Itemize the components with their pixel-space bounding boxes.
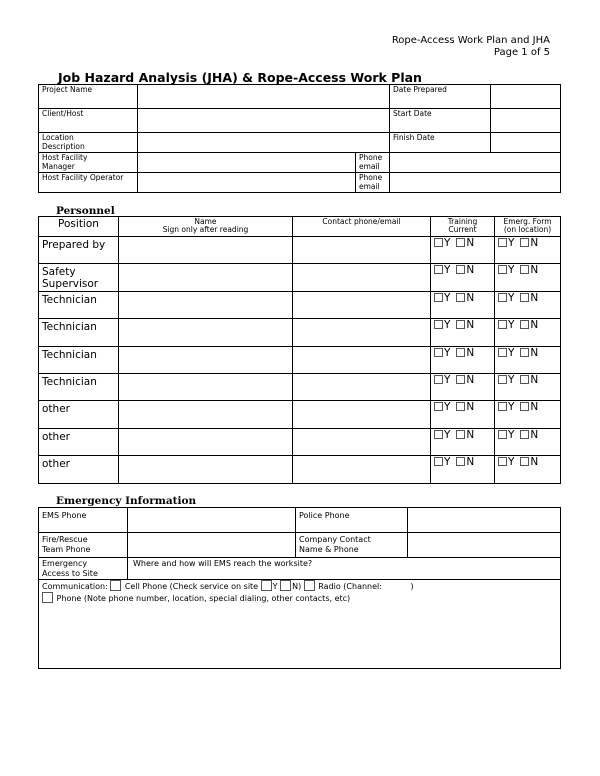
- no-label: N: [530, 264, 539, 277]
- start-date-field[interactable]: [491, 109, 561, 133]
- contact-field[interactable]: [293, 401, 431, 428]
- personnel-row: [39, 237, 561, 264]
- ems-phone-label: EMS Phone: [39, 508, 128, 533]
- cell-service-yes-checkbox[interactable]: [261, 580, 272, 591]
- training-current-cell: [431, 264, 495, 291]
- radio-close-paren: ): [410, 582, 414, 591]
- training-current-cell: [431, 401, 495, 428]
- training-yes-checkbox[interactable]: [434, 430, 443, 439]
- yes-label: Y: [444, 456, 451, 469]
- training-yes-checkbox[interactable]: [434, 348, 443, 357]
- date-prepared-label: Date Prepared: [390, 85, 491, 109]
- yes-label: Y: [508, 264, 515, 277]
- communication-line-2: [42, 592, 557, 604]
- phone-checkbox[interactable]: [42, 592, 53, 603]
- emerg-form-cell: [495, 401, 561, 428]
- ems-phone-field[interactable]: [128, 508, 296, 533]
- name-signature-field[interactable]: [119, 291, 293, 318]
- document-header-title: Rope-Access Work Plan and JHA: [391, 35, 550, 46]
- position-cell: [39, 264, 119, 291]
- location-label: Location: [42, 133, 74, 142]
- emerg-form-cell: [495, 456, 561, 483]
- company-contact-label-cell: [296, 533, 408, 558]
- personnel-row: [39, 456, 561, 483]
- position-cell: [39, 319, 119, 346]
- emergency-info-table: [38, 507, 561, 669]
- yes-label: Y: [444, 428, 451, 441]
- no-label: N: [466, 373, 475, 386]
- emerg-form-no-checkbox[interactable]: [520, 430, 529, 439]
- fire-rescue-field[interactable]: [128, 533, 296, 558]
- contact-field[interactable]: [293, 264, 431, 291]
- personnel-section-title: Personnel: [56, 205, 115, 217]
- email-label: email: [359, 182, 380, 191]
- emerg-form-header-label: Emerg. Form: [503, 217, 552, 226]
- position-label: Technician: [42, 293, 97, 306]
- cell-service-no-checkbox[interactable]: [280, 580, 291, 591]
- training-yes-checkbox[interactable]: [434, 402, 443, 411]
- no-label: N: [530, 237, 539, 249]
- emergency-access-label-cell: [39, 558, 128, 580]
- training-no-checkbox[interactable]: [456, 293, 465, 302]
- yes-label: Y: [444, 319, 451, 332]
- position-cell: [39, 291, 119, 318]
- no-label: N: [530, 401, 539, 414]
- manager-phone-email-field[interactable]: [390, 153, 561, 173]
- yes-label: Y: [444, 346, 451, 359]
- communication-line-1: [42, 580, 557, 592]
- emerg-form-yes-checkbox[interactable]: [498, 430, 507, 439]
- position-cell: [39, 346, 119, 373]
- yes-label: Y: [508, 428, 515, 441]
- finish-date-field[interactable]: [491, 133, 561, 153]
- training-current-cell: [431, 428, 495, 455]
- emerg-form-cell: [495, 237, 561, 264]
- emerg-form-yes-checkbox[interactable]: [498, 457, 507, 466]
- contact-field[interactable]: [293, 428, 431, 455]
- name-phone-label: Name & Phone: [299, 545, 359, 554]
- name-signature-field[interactable]: [119, 456, 293, 483]
- yes-label: Y: [508, 237, 515, 249]
- emerg-form-cell: [495, 291, 561, 318]
- position-cell: [39, 373, 119, 400]
- position-label: Technician: [42, 375, 97, 388]
- team-phone-label: Team Phone: [42, 545, 91, 554]
- training-yes-checkbox[interactable]: [434, 293, 443, 302]
- emergency-access-field[interactable]: [128, 558, 561, 580]
- position-cell: [39, 456, 119, 483]
- emerg-form-cell: [495, 264, 561, 291]
- training-current-cell: [431, 346, 495, 373]
- client-host-label: Client/Host: [39, 109, 138, 133]
- no-label: N: [530, 319, 539, 332]
- yes-label: Y: [508, 291, 515, 304]
- description-label: Description: [42, 142, 85, 151]
- radio-checkbox[interactable]: [304, 580, 315, 591]
- emerg-form-yes-checkbox[interactable]: [498, 238, 507, 247]
- personnel-table: [38, 216, 561, 484]
- position-label-line2: Supervisor: [42, 278, 99, 291]
- phone-label: Phone: [359, 153, 383, 162]
- contact-field[interactable]: [293, 456, 431, 483]
- name-header-sublabel: Sign only after reading: [162, 225, 249, 234]
- position-label: Safety: [42, 266, 76, 279]
- emergency-section-title: Emergency Information: [56, 495, 197, 507]
- yes-label: Y: [444, 373, 451, 386]
- personnel-row: [39, 319, 561, 346]
- host-facility-operator-field[interactable]: [138, 173, 356, 193]
- personnel-row: [39, 373, 561, 400]
- no-label: N: [466, 401, 475, 414]
- training-yes-checkbox[interactable]: [434, 457, 443, 466]
- no-label: N: [466, 456, 475, 469]
- emerg-form-no-checkbox[interactable]: [520, 293, 529, 302]
- cell-phone-label: Cell Phone (Check service on site: [124, 582, 259, 591]
- emerg-form-cell: [495, 319, 561, 346]
- training-current-cell: [431, 373, 495, 400]
- yes-label: Y: [508, 373, 515, 386]
- no-label: N: [530, 373, 539, 386]
- host-facility-operator-label: Host Facility Operator: [39, 173, 138, 193]
- manager-phone-email-label: [356, 153, 390, 173]
- training-current-cell: [431, 456, 495, 483]
- company-contact-label: Company Contact: [299, 535, 371, 544]
- training-no-checkbox[interactable]: [456, 457, 465, 466]
- position-label: Prepared by: [42, 239, 106, 251]
- page-title: Job Hazard Analysis (JHA) & Rope-Access Work Plan: [58, 70, 422, 85]
- manager-label: Manager: [42, 162, 75, 171]
- personnel-row: [39, 428, 561, 455]
- training-no-checkbox[interactable]: [456, 375, 465, 384]
- ems-question: Where and how will EMS reach the worksite?: [133, 559, 313, 568]
- yes-label: Y: [508, 319, 515, 332]
- emerg-form-no-checkbox[interactable]: [520, 375, 529, 384]
- training-current-cell: [431, 319, 495, 346]
- no-label: N: [530, 346, 539, 359]
- contact-field[interactable]: [293, 346, 431, 373]
- training-header-sublabel: Current: [448, 225, 477, 234]
- operator-phone-email-label: [356, 173, 390, 193]
- fire-rescue-label-cell: [39, 533, 128, 558]
- training-header-label: Training: [447, 217, 478, 226]
- emerg-form-yes-checkbox[interactable]: [498, 348, 507, 357]
- training-no-checkbox[interactable]: [456, 348, 465, 357]
- no-label: N: [530, 428, 539, 441]
- no-label: N: [466, 264, 475, 277]
- training-yes-checkbox[interactable]: [434, 238, 443, 247]
- name-column-header: [119, 217, 293, 237]
- contact-field[interactable]: [293, 319, 431, 346]
- location-description-label: [39, 133, 138, 153]
- contact-column-header: Contact phone/email: [293, 217, 431, 237]
- emerg-form-no-checkbox[interactable]: [520, 348, 529, 357]
- name-signature-field[interactable]: [119, 373, 293, 400]
- emerg-form-column-header: [495, 217, 561, 237]
- no-label: N: [466, 237, 475, 249]
- contact-field[interactable]: [293, 291, 431, 318]
- training-no-checkbox[interactable]: [456, 265, 465, 274]
- training-no-checkbox[interactable]: [456, 320, 465, 329]
- name-signature-field[interactable]: [119, 264, 293, 291]
- contact-field[interactable]: [293, 373, 431, 400]
- emerg-form-yes-checkbox[interactable]: [498, 375, 507, 384]
- training-no-checkbox[interactable]: [456, 402, 465, 411]
- yes-label: Y: [444, 237, 451, 249]
- yes-label: Y: [444, 401, 451, 414]
- emerg-form-no-checkbox[interactable]: [520, 402, 529, 411]
- no-label: N: [530, 456, 539, 469]
- personnel-row: [39, 346, 561, 373]
- police-phone-label: Police Phone: [296, 508, 408, 533]
- position-label: other: [42, 430, 70, 443]
- no-label: N: [466, 346, 475, 359]
- client-host-field[interactable]: [138, 109, 390, 133]
- emerg-form-no-checkbox[interactable]: [520, 238, 529, 247]
- training-no-checkbox[interactable]: [456, 238, 465, 247]
- email-label: email: [359, 162, 380, 171]
- emerg-form-cell: [495, 428, 561, 455]
- personnel-row: [39, 264, 561, 291]
- start-date-label: Start Date: [390, 109, 491, 133]
- access-to-site-label: Access to Site: [42, 569, 98, 578]
- training-yes-checkbox[interactable]: [434, 265, 443, 274]
- position-column-header: Position: [39, 217, 119, 237]
- emerg-form-yes-checkbox[interactable]: [498, 265, 507, 274]
- position-cell: [39, 401, 119, 428]
- name-signature-field[interactable]: [119, 346, 293, 373]
- project-name-field[interactable]: [138, 85, 390, 109]
- position-cell: [39, 237, 119, 264]
- emerg-form-no-checkbox[interactable]: [520, 265, 529, 274]
- position-label: Technician: [42, 321, 97, 334]
- training-current-cell: [431, 291, 495, 318]
- operator-phone-email-field[interactable]: [390, 173, 561, 193]
- position-label: Technician: [42, 348, 97, 361]
- training-yes-checkbox[interactable]: [434, 320, 443, 329]
- training-column-header: [431, 217, 495, 237]
- host-facility-manager-label: [39, 153, 138, 173]
- communication-label: Communication:: [42, 582, 108, 591]
- emerg-form-no-checkbox[interactable]: [520, 320, 529, 329]
- host-facility-manager-field[interactable]: [138, 153, 356, 173]
- no-label: N: [530, 291, 539, 304]
- date-prepared-field[interactable]: [491, 85, 561, 109]
- personnel-row: [39, 401, 561, 428]
- yes-label: Y: [508, 346, 515, 359]
- project-name-label: Project Name: [39, 85, 138, 109]
- training-current-cell: [431, 237, 495, 264]
- position-label: other: [42, 458, 70, 471]
- position-cell: [39, 428, 119, 455]
- yes-label: Y: [508, 401, 515, 414]
- project-info-table: [38, 84, 561, 193]
- finish-date-label: Finish Date: [390, 133, 491, 153]
- host-facility-label: Host Facility: [42, 153, 88, 162]
- page-number: Page 1 of 5: [493, 47, 550, 58]
- training-no-checkbox[interactable]: [456, 430, 465, 439]
- emerg-form-yes-checkbox[interactable]: [498, 293, 507, 302]
- emerg-form-no-checkbox[interactable]: [520, 457, 529, 466]
- emerg-form-yes-checkbox[interactable]: [498, 320, 507, 329]
- no-label: N: [466, 428, 475, 441]
- emergency-label: Emergency: [42, 559, 88, 568]
- police-phone-field[interactable]: [408, 508, 561, 533]
- contact-field[interactable]: [293, 237, 431, 264]
- no-label: N: [466, 319, 475, 332]
- cell-service-no-label: N): [292, 582, 302, 591]
- cell-service-yes-label: Y: [272, 582, 278, 591]
- name-signature-field[interactable]: [119, 401, 293, 428]
- name-header-label: Name: [194, 217, 217, 226]
- phone-label: Phone: [359, 173, 383, 182]
- yes-label: Y: [508, 456, 515, 469]
- phone-note-label: Phone (Note phone number, location, special dialing, other contacts, etc): [56, 594, 351, 603]
- yes-label: Y: [444, 264, 451, 277]
- name-signature-field[interactable]: [119, 319, 293, 346]
- fire-rescue-label: Fire/Rescue: [42, 535, 88, 544]
- emerg-form-header-sublabel: (on location): [503, 225, 552, 234]
- name-signature-field[interactable]: [119, 428, 293, 455]
- emerg-form-cell: [495, 346, 561, 373]
- radio-label: Radio (Channel:: [318, 582, 382, 591]
- emerg-form-cell: [495, 373, 561, 400]
- personnel-row: [39, 291, 561, 318]
- location-description-field[interactable]: [138, 133, 390, 153]
- company-contact-field[interactable]: [408, 533, 561, 558]
- name-signature-field[interactable]: [119, 237, 293, 264]
- emerg-form-yes-checkbox[interactable]: [498, 402, 507, 411]
- yes-label: Y: [444, 291, 451, 304]
- communication-cell[interactable]: [39, 580, 561, 669]
- position-label: other: [42, 403, 70, 416]
- no-label: N: [466, 291, 475, 304]
- training-yes-checkbox[interactable]: [434, 375, 443, 384]
- cell-phone-checkbox[interactable]: [110, 580, 121, 591]
